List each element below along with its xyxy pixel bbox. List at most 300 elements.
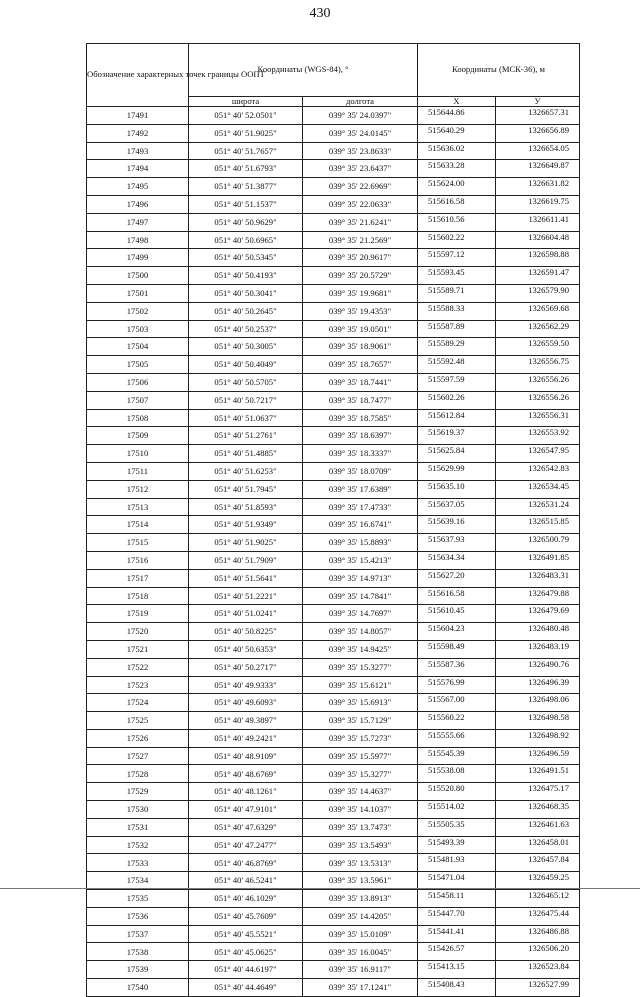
table-row <box>87 107 580 125</box>
x-coordinate-cell: 515447.70 <box>418 907 496 925</box>
x-coordinate-cell: 515597.12 <box>418 249 496 267</box>
longitude-cell: 039° 35' 24.0397" <box>303 107 418 125</box>
table-row <box>87 640 580 658</box>
longitude-cell: 039° 35' 16.0045" <box>303 943 418 961</box>
latitude-cell: 051° 40' 51.7909" <box>189 551 303 569</box>
latitude-cell: 051° 40' 46.5241" <box>189 872 303 890</box>
table-row <box>87 925 580 943</box>
longitude-cell: 039° 35' 17.4733" <box>303 498 418 516</box>
longitude-cell: 039° 35' 16.9117" <box>303 961 418 979</box>
y-coordinate-cell: 1326657.31 <box>496 107 580 125</box>
y-coordinate-cell: 1326531.24 <box>496 498 580 516</box>
x-coordinate-cell: 515413.15 <box>418 961 496 979</box>
table-row <box>87 427 580 445</box>
latitude-cell: 051° 40' 50.2717" <box>189 658 303 676</box>
table-row <box>87 409 580 427</box>
table-row <box>87 747 580 765</box>
longitude-cell: 039° 35' 18.7585" <box>303 409 418 427</box>
point-id-cell: 17498 <box>87 231 189 249</box>
x-coordinate-cell: 515619.37 <box>418 427 496 445</box>
longitude-cell: 039° 35' 19.0501" <box>303 320 418 338</box>
x-coordinate-cell: 515634.34 <box>418 551 496 569</box>
table-row <box>87 284 580 302</box>
longitude-cell: 039° 35' 18.6397" <box>303 427 418 445</box>
y-coordinate-cell: 1326491.85 <box>496 551 580 569</box>
point-id-cell: 17518 <box>87 587 189 605</box>
point-id-cell: 17508 <box>87 409 189 427</box>
y-coordinate-cell: 1326559.50 <box>496 338 580 356</box>
longitude-cell: 039° 35' 13.5313" <box>303 854 418 872</box>
table-row <box>87 178 580 196</box>
x-coordinate-cell: 515629.99 <box>418 462 496 480</box>
latitude-cell: 051° 40' 50.4193" <box>189 267 303 285</box>
table-row <box>87 890 580 908</box>
table-row <box>87 783 580 801</box>
table-row <box>87 302 580 320</box>
x-coordinate-cell: 515560.22 <box>418 712 496 730</box>
table-row <box>87 445 580 463</box>
x-coordinate-cell: 515538.08 <box>418 765 496 783</box>
point-id-cell: 17501 <box>87 284 189 302</box>
header-x: X <box>418 97 496 107</box>
longitude-cell: 039° 35' 18.7441" <box>303 373 418 391</box>
x-coordinate-cell: 515555.66 <box>418 729 496 747</box>
latitude-cell: 051° 40' 50.5705" <box>189 373 303 391</box>
latitude-cell: 051° 40' 51.7657" <box>189 142 303 160</box>
table-body <box>87 107 580 997</box>
point-id-cell: 17539 <box>87 961 189 979</box>
latitude-cell: 051° 40' 50.7217" <box>189 391 303 409</box>
x-coordinate-cell: 515633.28 <box>418 160 496 178</box>
longitude-cell: 039° 35' 18.7657" <box>303 356 418 374</box>
point-id-cell: 17523 <box>87 676 189 694</box>
page-number: 430 <box>309 6 331 21</box>
table-row <box>87 373 580 391</box>
table-row <box>87 195 580 213</box>
latitude-cell: 051° 40' 51.1537" <box>189 195 303 213</box>
x-coordinate-cell: 515624.00 <box>418 178 496 196</box>
y-coordinate-cell: 1326458.01 <box>496 836 580 854</box>
point-id-cell: 17519 <box>87 605 189 623</box>
longitude-cell: 039° 35' 18.9061" <box>303 338 418 356</box>
latitude-cell: 051° 40' 51.9025" <box>189 124 303 142</box>
x-coordinate-cell: 515602.26 <box>418 391 496 409</box>
table-row <box>87 587 580 605</box>
x-coordinate-cell: 515589.29 <box>418 338 496 356</box>
y-coordinate-cell: 1326527.99 <box>496 979 580 997</box>
longitude-cell: 039° 35' 18.7477" <box>303 391 418 409</box>
x-coordinate-cell: 515612.84 <box>418 409 496 427</box>
point-id-cell: 17525 <box>87 712 189 730</box>
table-row <box>87 249 580 267</box>
x-coordinate-cell: 515514.02 <box>418 801 496 819</box>
table-row <box>87 961 580 979</box>
table-row <box>87 213 580 231</box>
point-id-cell: 17509 <box>87 427 189 445</box>
point-id-cell: 17540 <box>87 979 189 997</box>
point-id-cell: 17521 <box>87 640 189 658</box>
table-row <box>87 569 580 587</box>
latitude-cell: 051° 40' 45.0625" <box>189 943 303 961</box>
latitude-cell: 051° 40' 50.8225" <box>189 623 303 641</box>
table-row <box>87 462 580 480</box>
table-row <box>87 872 580 890</box>
longitude-cell: 039° 35' 14.7697" <box>303 605 418 623</box>
longitude-cell: 039° 35' 16.6741" <box>303 516 418 534</box>
point-id-cell: 17535 <box>87 890 189 908</box>
y-coordinate-cell: 1326457.84 <box>496 854 580 872</box>
table-row <box>87 801 580 819</box>
x-coordinate-cell: 515589.71 <box>418 284 496 302</box>
longitude-cell: 039° 35' 19.9681" <box>303 284 418 302</box>
point-id-cell: 17528 <box>87 765 189 783</box>
x-coordinate-cell: 515408.43 <box>418 979 496 997</box>
y-coordinate-cell: 1326479.69 <box>496 605 580 623</box>
header-wgs84-coordinates: Координаты (WGS-84), ° <box>189 44 418 97</box>
point-id-cell: 17531 <box>87 818 189 836</box>
table-row <box>87 231 580 249</box>
table-row <box>87 516 580 534</box>
y-coordinate-cell: 1326483.31 <box>496 569 580 587</box>
point-id-cell: 17520 <box>87 623 189 641</box>
latitude-cell: 051° 40' 46.1029" <box>189 890 303 908</box>
table-row <box>87 729 580 747</box>
latitude-cell: 051° 40' 50.2645" <box>189 302 303 320</box>
x-coordinate-cell: 515471.04 <box>418 872 496 890</box>
point-id-cell: 17505 <box>87 356 189 374</box>
point-id-cell: 17538 <box>87 943 189 961</box>
longitude-cell: 039° 35' 21.6241" <box>303 213 418 231</box>
y-coordinate-cell: 1326604.48 <box>496 231 580 249</box>
x-coordinate-cell: 515587.89 <box>418 320 496 338</box>
header-point-designation: Обозначение характерных точек границы ООПТ <box>87 44 189 107</box>
longitude-cell: 039° 35' 23.6437" <box>303 160 418 178</box>
table-row <box>87 142 580 160</box>
y-coordinate-cell: 1326562.29 <box>496 320 580 338</box>
longitude-cell: 039° 35' 14.1037" <box>303 801 418 819</box>
point-id-cell: 17532 <box>87 836 189 854</box>
longitude-cell: 039° 35' 19.4353" <box>303 302 418 320</box>
y-coordinate-cell: 1326556.31 <box>496 409 580 427</box>
table-row <box>87 356 580 374</box>
x-coordinate-cell: 515636.02 <box>418 142 496 160</box>
x-coordinate-cell: 515604.23 <box>418 623 496 641</box>
longitude-cell: 039° 35' 15.5977" <box>303 747 418 765</box>
x-coordinate-cell: 515576.99 <box>418 676 496 694</box>
y-coordinate-cell: 1326506.20 <box>496 943 580 961</box>
point-id-cell: 17511 <box>87 462 189 480</box>
x-coordinate-cell: 515587.36 <box>418 658 496 676</box>
y-coordinate-cell: 1326490.76 <box>496 658 580 676</box>
longitude-cell: 039° 35' 15.3277" <box>303 658 418 676</box>
latitude-cell: 051° 40' 51.0241" <box>189 605 303 623</box>
x-coordinate-cell: 515545.39 <box>418 747 496 765</box>
point-id-cell: 17516 <box>87 551 189 569</box>
longitude-cell: 039° 35' 13.7473" <box>303 818 418 836</box>
y-coordinate-cell: 1326611.41 <box>496 213 580 231</box>
header-latitude: широта <box>189 97 303 107</box>
table-row <box>87 391 580 409</box>
longitude-cell: 039° 35' 14.4205" <box>303 907 418 925</box>
table-row <box>87 124 580 142</box>
longitude-cell: 039° 35' 15.0109" <box>303 925 418 943</box>
latitude-cell: 051° 40' 51.6793" <box>189 160 303 178</box>
latitude-cell: 051° 40' 45.7609" <box>189 907 303 925</box>
point-id-cell: 17495 <box>87 178 189 196</box>
longitude-cell: 039° 35' 18.0709" <box>303 462 418 480</box>
y-coordinate-cell: 1326498.06 <box>496 694 580 712</box>
longitude-cell: 039° 35' 15.3277" <box>303 765 418 783</box>
x-coordinate-cell: 515481.93 <box>418 854 496 872</box>
point-id-cell: 17491 <box>87 107 189 125</box>
point-id-cell: 17527 <box>87 747 189 765</box>
y-coordinate-cell: 1326591.47 <box>496 267 580 285</box>
table-row <box>87 160 580 178</box>
x-coordinate-cell: 515588.33 <box>418 302 496 320</box>
point-id-cell: 17493 <box>87 142 189 160</box>
latitude-cell: 051° 40' 51.3877" <box>189 178 303 196</box>
latitude-cell: 051° 40' 48.6769" <box>189 765 303 783</box>
y-coordinate-cell: 1326515.85 <box>496 516 580 534</box>
point-id-cell: 17510 <box>87 445 189 463</box>
y-coordinate-cell: 1326553.92 <box>496 427 580 445</box>
table-row <box>87 605 580 623</box>
x-coordinate-cell: 515610.56 <box>418 213 496 231</box>
latitude-cell: 051° 40' 46.8769" <box>189 854 303 872</box>
y-coordinate-cell: 1326654.05 <box>496 142 580 160</box>
x-coordinate-cell: 515635.10 <box>418 480 496 498</box>
x-coordinate-cell: 515441.41 <box>418 925 496 943</box>
y-coordinate-cell: 1326483.19 <box>496 640 580 658</box>
point-id-cell: 17512 <box>87 480 189 498</box>
table-row <box>87 765 580 783</box>
table-row <box>87 480 580 498</box>
point-id-cell: 17513 <box>87 498 189 516</box>
latitude-cell: 051° 40' 52.0501" <box>189 107 303 125</box>
table-row <box>87 907 580 925</box>
x-coordinate-cell: 515520.80 <box>418 783 496 801</box>
x-coordinate-cell: 515458.11 <box>418 890 496 908</box>
y-coordinate-cell: 1326491.51 <box>496 765 580 783</box>
longitude-cell: 039° 35' 15.7129" <box>303 712 418 730</box>
y-coordinate-cell: 1326459.25 <box>496 872 580 890</box>
latitude-cell: 051° 40' 51.2761" <box>189 427 303 445</box>
x-coordinate-cell: 515598.49 <box>418 640 496 658</box>
longitude-cell: 039° 35' 22.0633" <box>303 195 418 213</box>
table-row <box>87 818 580 836</box>
latitude-cell: 051° 40' 50.4049" <box>189 356 303 374</box>
table-row <box>87 498 580 516</box>
point-id-cell: 17533 <box>87 854 189 872</box>
point-id-cell: 17530 <box>87 801 189 819</box>
latitude-cell: 051° 40' 45.5521" <box>189 925 303 943</box>
y-coordinate-cell: 1326496.59 <box>496 747 580 765</box>
point-id-cell: 17537 <box>87 925 189 943</box>
table-row <box>87 658 580 676</box>
y-coordinate-cell: 1326523.84 <box>496 961 580 979</box>
latitude-cell: 051° 40' 48.1261" <box>189 783 303 801</box>
y-coordinate-cell: 1326480.48 <box>496 623 580 641</box>
x-coordinate-cell: 515627.20 <box>418 569 496 587</box>
table-row <box>87 534 580 552</box>
latitude-cell: 051° 40' 47.2477" <box>189 836 303 854</box>
point-id-cell: 17494 <box>87 160 189 178</box>
y-coordinate-cell: 1326479.88 <box>496 587 580 605</box>
header-longitude: долгота <box>303 97 418 107</box>
x-coordinate-cell: 515602.22 <box>418 231 496 249</box>
x-coordinate-cell: 515637.05 <box>418 498 496 516</box>
point-id-cell: 17496 <box>87 195 189 213</box>
longitude-cell: 039° 35' 17.1241" <box>303 979 418 997</box>
longitude-cell: 039° 35' 13.5493" <box>303 836 418 854</box>
longitude-cell: 039° 35' 23.8633" <box>303 142 418 160</box>
longitude-cell: 039° 35' 13.8913" <box>303 890 418 908</box>
longitude-cell: 039° 35' 15.4213" <box>303 551 418 569</box>
point-id-cell: 17526 <box>87 729 189 747</box>
x-coordinate-cell: 515597.59 <box>418 373 496 391</box>
table-row <box>87 979 580 997</box>
y-coordinate-cell: 1326556.26 <box>496 391 580 409</box>
longitude-cell: 039° 35' 14.9425" <box>303 640 418 658</box>
longitude-cell: 039° 35' 20.9617" <box>303 249 418 267</box>
table-row <box>87 943 580 961</box>
table-row <box>87 338 580 356</box>
y-coordinate-cell: 1326486.88 <box>496 925 580 943</box>
latitude-cell: 051° 40' 50.3005" <box>189 338 303 356</box>
y-coordinate-cell: 1326475.44 <box>496 907 580 925</box>
longitude-cell: 039° 35' 15.7273" <box>303 729 418 747</box>
x-coordinate-cell: 515493.39 <box>418 836 496 854</box>
point-id-cell: 17515 <box>87 534 189 552</box>
latitude-cell: 051° 40' 51.5641" <box>189 569 303 587</box>
table-row <box>87 623 580 641</box>
y-coordinate-cell: 1326498.92 <box>496 729 580 747</box>
latitude-cell: 051° 40' 51.0637" <box>189 409 303 427</box>
point-id-cell: 17507 <box>87 391 189 409</box>
y-coordinate-cell: 1326534.45 <box>496 480 580 498</box>
x-coordinate-cell: 515593.45 <box>418 267 496 285</box>
table-row <box>87 836 580 854</box>
longitude-cell: 039° 35' 15.8893" <box>303 534 418 552</box>
table-row <box>87 854 580 872</box>
longitude-cell: 039° 35' 15.6913" <box>303 694 418 712</box>
point-id-cell: 17504 <box>87 338 189 356</box>
point-id-cell: 17497 <box>87 213 189 231</box>
latitude-cell: 051° 40' 51.7945" <box>189 480 303 498</box>
y-coordinate-cell: 1326498.58 <box>496 712 580 730</box>
latitude-cell: 051° 40' 51.6253" <box>189 462 303 480</box>
coordinates-table <box>86 43 580 997</box>
latitude-cell: 051° 40' 49.6093" <box>189 694 303 712</box>
longitude-cell: 039° 35' 13.5961" <box>303 872 418 890</box>
y-coordinate-cell: 1326598.88 <box>496 249 580 267</box>
point-id-cell: 17499 <box>87 249 189 267</box>
latitude-cell: 051° 40' 47.9101" <box>189 801 303 819</box>
x-coordinate-cell: 515639.16 <box>418 516 496 534</box>
y-coordinate-cell: 1326619.75 <box>496 195 580 213</box>
table-row <box>87 267 580 285</box>
longitude-cell: 039° 35' 18.3337" <box>303 445 418 463</box>
latitude-cell: 051° 40' 50.2537" <box>189 320 303 338</box>
y-coordinate-cell: 1326468.35 <box>496 801 580 819</box>
longitude-cell: 039° 35' 20.5729" <box>303 267 418 285</box>
table-header <box>87 44 580 107</box>
x-coordinate-cell: 515610.45 <box>418 605 496 623</box>
header-y: У <box>496 97 580 107</box>
longitude-cell: 039° 35' 14.7841" <box>303 587 418 605</box>
y-coordinate-cell: 1326475.17 <box>496 783 580 801</box>
latitude-cell: 051° 40' 50.5345" <box>189 249 303 267</box>
longitude-cell: 039° 35' 21.2569" <box>303 231 418 249</box>
point-id-cell: 17522 <box>87 658 189 676</box>
point-id-cell: 17529 <box>87 783 189 801</box>
y-coordinate-cell: 1326579.90 <box>496 284 580 302</box>
point-id-cell: 17502 <box>87 302 189 320</box>
longitude-cell: 039° 35' 22.6969" <box>303 178 418 196</box>
y-coordinate-cell: 1326556.75 <box>496 356 580 374</box>
latitude-cell: 051° 40' 51.9025" <box>189 534 303 552</box>
point-id-cell: 17517 <box>87 569 189 587</box>
y-coordinate-cell: 1326542.83 <box>496 462 580 480</box>
point-id-cell: 17524 <box>87 694 189 712</box>
y-coordinate-cell: 1326496.39 <box>496 676 580 694</box>
longitude-cell: 039° 35' 14.4637" <box>303 783 418 801</box>
x-coordinate-cell: 515426.57 <box>418 943 496 961</box>
longitude-cell: 039° 35' 24.0145" <box>303 124 418 142</box>
table-row <box>87 320 580 338</box>
latitude-cell: 051° 40' 50.6353" <box>189 640 303 658</box>
latitude-cell: 051° 40' 50.3041" <box>189 284 303 302</box>
table-row <box>87 676 580 694</box>
latitude-cell: 051° 40' 44.4649" <box>189 979 303 997</box>
latitude-cell: 051° 40' 51.9349" <box>189 516 303 534</box>
point-id-cell: 17536 <box>87 907 189 925</box>
x-coordinate-cell: 515625.84 <box>418 445 496 463</box>
longitude-cell: 039° 35' 14.8057" <box>303 623 418 641</box>
latitude-cell: 051° 40' 44.6197" <box>189 961 303 979</box>
table-row <box>87 712 580 730</box>
y-coordinate-cell: 1326500.79 <box>496 534 580 552</box>
y-coordinate-cell: 1326649.87 <box>496 160 580 178</box>
longitude-cell: 039° 35' 14.9713" <box>303 569 418 587</box>
longitude-cell: 039° 35' 17.6389" <box>303 480 418 498</box>
bottom-divider <box>0 888 640 889</box>
latitude-cell: 051° 40' 49.9333" <box>189 676 303 694</box>
y-coordinate-cell: 1326461.63 <box>496 818 580 836</box>
latitude-cell: 051° 40' 51.8593" <box>189 498 303 516</box>
latitude-cell: 051° 40' 50.6965" <box>189 231 303 249</box>
point-id-cell: 17492 <box>87 124 189 142</box>
x-coordinate-cell: 515616.58 <box>418 195 496 213</box>
y-coordinate-cell: 1326556.26 <box>496 373 580 391</box>
latitude-cell: 051° 40' 48.9109" <box>189 747 303 765</box>
x-coordinate-cell: 515505.35 <box>418 818 496 836</box>
latitude-cell: 051° 40' 50.9629" <box>189 213 303 231</box>
y-coordinate-cell: 1326547.95 <box>496 445 580 463</box>
header-msk36-coordinates: Координаты (МСК-36), м <box>418 44 580 97</box>
x-coordinate-cell: 515640.29 <box>418 124 496 142</box>
latitude-cell: 051° 40' 49.3897" <box>189 712 303 730</box>
x-coordinate-cell: 515567.00 <box>418 694 496 712</box>
latitude-cell: 051° 40' 49.2421" <box>189 729 303 747</box>
x-coordinate-cell: 515592.48 <box>418 356 496 374</box>
y-coordinate-cell: 1326465.12 <box>496 890 580 908</box>
point-id-cell: 17503 <box>87 320 189 338</box>
point-id-cell: 17506 <box>87 373 189 391</box>
table-row <box>87 694 580 712</box>
point-id-cell: 17514 <box>87 516 189 534</box>
y-coordinate-cell: 1326631.82 <box>496 178 580 196</box>
